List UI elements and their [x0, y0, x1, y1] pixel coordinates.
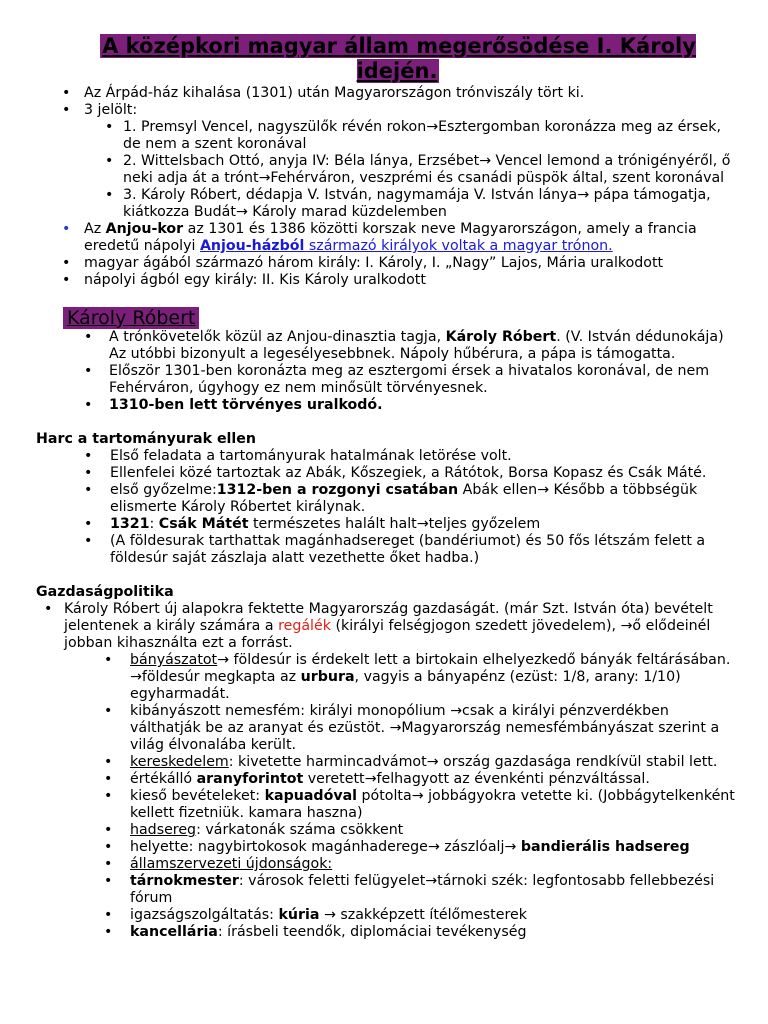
list-item: • igazságszolgáltatás: kúria → szakképzett ítélőmesterek [104, 907, 741, 924]
list-item: • helyette: nagybirtokosok magánhaderege→ zászlóalj→ bandierális hadsereg [104, 839, 741, 856]
list-item: • 1321: Csák Mátét természetes halált halt→teljes győzelem [84, 516, 736, 533]
list-item: • Ellenfelei közé tartoztak az Abák, Kőszegiek, a Rátótok, Borsa Kopasz és Csák Máté. [84, 465, 736, 482]
list-item: • értékálló aranyforintot veretett→felhagyott az évenkénti pénzváltással. [104, 771, 741, 788]
list-item: • 1. Premsyl Vencel, nagyszülők révén rokon→Esztergomban koronázza meg az érsek, de nem a szent koronával [105, 119, 740, 153]
list-item: • magyar ágából származó három király: I. Károly, I. „Nagy” Lajos, Mária uralkodott [60, 255, 740, 272]
list-item: • kieső bevételeket: kapuadóval pótolta→ jobbágyokra vetette ki. (Jobbágytelkenként kellett fizetniük. kamara haszna) [104, 788, 741, 822]
list-item: • Károly Róbert új alapokra fektette Magyarország gazdaságát. (már Szt. István óta) bevételt jelentenek a király számára a regálék (királyi felségjogon szedett jövedelem), →ő elődeinél jobban kihasználta ezt a forrást. • bányászatot→ földesúr is érdekelt lett a birtokain elhelyezkedő bányák feltárásában. →földesúr megkapta az urbura, vagyis a bányapénz (ezüst: 1/8, arany: 1/10) egyharmadát. • kibányászott nemesfém: királyi monopólium →csak a királyi pénzverdékben válthatják be az aranyat és ezüstöt. →Magyarország nemesfémbányászat szerint a világ élvonalába került. • kereskedelem: kivetette harmincadvámot→ ország gazdasága rendkívül stabil lett. • értékálló aranyforintot veretett→felhagyott az évenkénti pénzváltással. • kieső bevételeket: kapuadóval pótolta→ jobbágyokra vetette ki. (Jobbágytelkenként kellett fizetniük. kamara haszna) • hadsereg: várkatonák száma csökkent • helyette: nagybirtokosok magánhaderege→ zászlóalj→ bandierális hadsereg • államszervezeti újdonságok: • tárnokmester: városok feletti felügyelet→tárnoki szék: legfontosabb fellebbezési fórum • igazságszolgáltatás: kúria → szakképzett ítélőmesterek • kancellária: írásbeli teendők, diplomáciai tevékenység [44, 601, 741, 941]
section-heading: Károly Róbert [63, 307, 199, 329]
list-item: • bányászatot→ földesúr is érdekelt lett a birtokain elhelyezkedő bányák feltárásában. →földesúr megkapta az urbura, vagyis a bányapénz (ezüst: 1/8, arany: 1/10) egyharmadát. [104, 652, 741, 703]
list-item: • Először 1301-ben koronázta meg az esztergomi érsek a hivatalos koronával, de nem Fehérváron, úgyhogy ez nem minősült törvényesnek. [84, 363, 740, 397]
list-item: • 1310-ben lett törvényes uralkodó. [84, 397, 740, 414]
karoly-robert-section [60, 307, 740, 414]
title-text: A középkori magyar állam megerősödése I. Károly idején. [102, 34, 696, 83]
list-item: • hadsereg: várkatonák száma csökkent [104, 822, 741, 839]
list-item: • Az Anjou-kor az 1301 és 1386 közötti korszak neve Magyarországon, amely a francia eredetű nápolyi Anjou-házból származó királyok voltak a magyar trónon. [60, 221, 740, 255]
list-item: • első győzelme:1312-ben a rozgonyi csatában Abák ellen→ Később a többségük elismerte Károly Róbertet királynak. [84, 482, 736, 516]
anjou-link[interactable]: Anjou-házból származó királyok voltak a magyar trónon. [199, 238, 613, 254]
list-item: • kibányászott nemesfém: királyi monopólium →csak a királyi pénzverdékben válthatják be az aranyat és ezüstöt. →Magyarország nemesfémbányászat szerint a világ élvonalába került. [104, 703, 741, 754]
list-item: • kereskedelem: kivetette harmincadvámot→ ország gazdasága rendkívül stabil lett. [104, 754, 741, 771]
list-item: • Első feladata a tartományurak hatalmának letörése volt. [84, 448, 736, 465]
list-item: • (A földesurak tarthattak magánhadsereget (bandériumot) és 50 fős létszám felett a földesúr saját zászlaja alatt vezethette őket hadba.) [84, 533, 736, 567]
list-item: • Az Árpád-ház kihalása (1301) után Magyarországon trónviszály tört ki. [60, 85, 740, 102]
section-heading: Harc a tartományurak ellen [36, 431, 257, 447]
list-item: • 3. Károly Róbert, dédapja V. István, nagymamája V. István lánya→ pápa támogatja, kiátkozza Budát→ Károly marad küzdelemben [105, 187, 740, 221]
page-title [60, 34, 736, 84]
list-item: • nápolyi ágból egy király: II. Kis Károly uralkodott [60, 272, 740, 289]
list-item: • államszervezeti újdonságok: [104, 856, 741, 873]
section-heading: Gazdaságpolitika [36, 584, 174, 600]
list-item: • 3 jelölt: • 1. Premsyl Vencel, nagyszülők révén rokon→Esztergomban koronázza meg az érsek, de nem a szent koronával • 2. Wittelsbach Ottó, anyja IV: Béla lánya, Erzsébet→ Vencel lemond a trónigényéről, ő neki adja át a trónt→Fehérváron, veszprémi és csanádi püspök által, szent koronával • 3. Károly Róbert, dédapja V. István, nagymamája V. István lánya→ pápa támogatja, kiátkozza Budát→ Károly marad küzdelemben [60, 102, 740, 221]
harc-section [36, 431, 736, 567]
intro-section [60, 85, 740, 289]
list-item: • A trónkövetelők közül az Anjou-dinasztia tagja, Károly Róbert. (V. István dédunokája) Az utóbbi bizonyult a legesélyesebbnek. Nápoly hűbérura, a pápa is támogatta. [84, 329, 740, 363]
list-item: • kancellária: írásbeli teendők, diplomáciai tevékenység [104, 924, 741, 941]
list-item: • 2. Wittelsbach Ottó, anyja IV: Béla lánya, Erzsébet→ Vencel lemond a trónigényéről, ő neki adja át a trónt→Fehérváron, veszprémi és csanádi püspök által, szent koronával [105, 153, 740, 187]
gazdasag-section [36, 584, 741, 941]
list-item: • tárnokmester: városok feletti felügyelet→tárnoki szék: legfontosabb fellebbezési fórum [104, 873, 741, 907]
